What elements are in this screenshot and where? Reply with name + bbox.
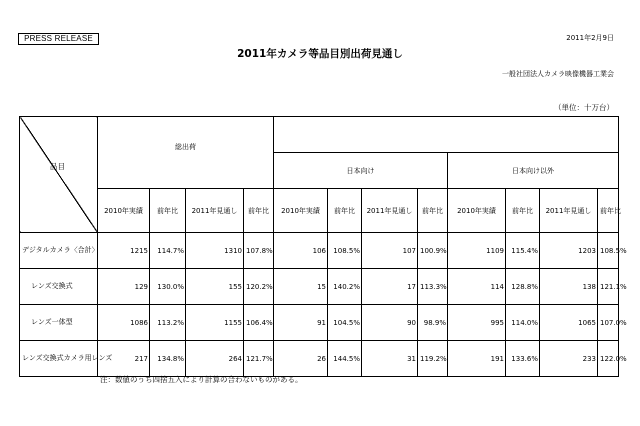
col-header: 前年比	[506, 189, 540, 233]
table-cell: 114.7%	[150, 233, 186, 269]
footnote: 注：数値のうち四捨五入により計算の合わないものがある。	[100, 375, 303, 384]
unit-label: （単位：十万台）	[554, 103, 614, 112]
table-cell: 133.6%	[506, 341, 540, 377]
col-header: 前年比	[150, 189, 186, 233]
row-label: レンズ交換式	[20, 269, 98, 305]
organization-name: 一般社団法人カメラ映像機器工業会	[502, 70, 614, 78]
table-row	[20, 341, 619, 377]
table-cell: 1086	[98, 305, 150, 341]
table-cell: 134.8%	[150, 341, 186, 377]
col-header: 2011年見通し	[362, 189, 418, 233]
group-overseas: 日本向け以外	[448, 153, 619, 189]
item-header-cell	[20, 117, 98, 233]
table-cell: 121.1%	[598, 269, 619, 305]
table-cell: 108.5%	[328, 233, 362, 269]
table-cell: 106	[274, 233, 328, 269]
table-cell: 120.2%	[244, 269, 274, 305]
table-cell: 995	[448, 305, 506, 341]
table-cell: 264	[186, 341, 244, 377]
table-row	[20, 269, 619, 305]
table-cell: 140.2%	[328, 269, 362, 305]
col-header: 2011年見通し	[186, 189, 244, 233]
table-cell: 113.3%	[418, 269, 448, 305]
table-row	[20, 305, 619, 341]
table-cell: 144.5%	[328, 341, 362, 377]
table-cell: 119.2%	[418, 341, 448, 377]
table-cell: 113.2%	[150, 305, 186, 341]
row-label: デジタルカメラ〈合計〉	[20, 233, 98, 269]
table-cell: 155	[186, 269, 244, 305]
col-header: 前年比	[418, 189, 448, 233]
table-cell: 1065	[540, 305, 598, 341]
press-release-label: PRESS RELEASE	[18, 33, 99, 45]
table-cell: 122.0%	[598, 341, 619, 377]
row-label: レンズ一体型	[20, 305, 98, 341]
release-date: 2011年2月9日	[566, 34, 614, 42]
table-cell: 17	[362, 269, 418, 305]
col-header: 前年比	[598, 189, 619, 233]
table-cell: 107.0%	[598, 305, 619, 341]
table-cell: 128.8%	[506, 269, 540, 305]
col-header: 前年比	[244, 189, 274, 233]
table-cell: 1109	[448, 233, 506, 269]
table-cell: 108.5%	[598, 233, 619, 269]
table-cell: 31	[362, 341, 418, 377]
table-cell: 1215	[98, 233, 150, 269]
col-header: 2010年実績	[448, 189, 506, 233]
table-row	[20, 233, 619, 269]
table-cell: 217	[98, 341, 150, 377]
group-total-shipments: 総出荷	[98, 117, 274, 189]
table-cell: 107.8%	[244, 233, 274, 269]
col-header: 2010年実績	[98, 189, 150, 233]
table-cell: 114.0%	[506, 305, 540, 341]
col-header: 2010年実績	[274, 189, 328, 233]
col-header: 2011年見通し	[540, 189, 598, 233]
table-cell: 26	[274, 341, 328, 377]
table-cell: 91	[274, 305, 328, 341]
table-cell: 90	[362, 305, 418, 341]
table-cell: 100.9%	[418, 233, 448, 269]
table-cell: 129	[98, 269, 150, 305]
table-cell: 191	[448, 341, 506, 377]
document-title: 2011年カメラ等品目別出荷見通し	[237, 48, 403, 60]
table-cell: 114	[448, 269, 506, 305]
header-spacer	[274, 117, 619, 153]
table-cell: 15	[274, 269, 328, 305]
table-cell: 107	[362, 233, 418, 269]
table-cell: 138	[540, 269, 598, 305]
table-cell: 130.0%	[150, 269, 186, 305]
table-cell: 106.4%	[244, 305, 274, 341]
table-cell: 1310	[186, 233, 244, 269]
col-header: 前年比	[328, 189, 362, 233]
shipment-forecast-table	[19, 116, 627, 377]
table-cell: 115.4%	[506, 233, 540, 269]
table-cell: 233	[540, 341, 598, 377]
table-cell: 98.9%	[418, 305, 448, 341]
table-cell: 1203	[540, 233, 598, 269]
row-label: レンズ交換式カメラ用レンズ	[20, 341, 98, 377]
item-header-label: 品目	[50, 162, 65, 171]
table-cell: 104.5%	[328, 305, 362, 341]
group-domestic: 日本向け	[274, 153, 448, 189]
table-cell: 1155	[186, 305, 244, 341]
table-cell: 121.7%	[244, 341, 274, 377]
